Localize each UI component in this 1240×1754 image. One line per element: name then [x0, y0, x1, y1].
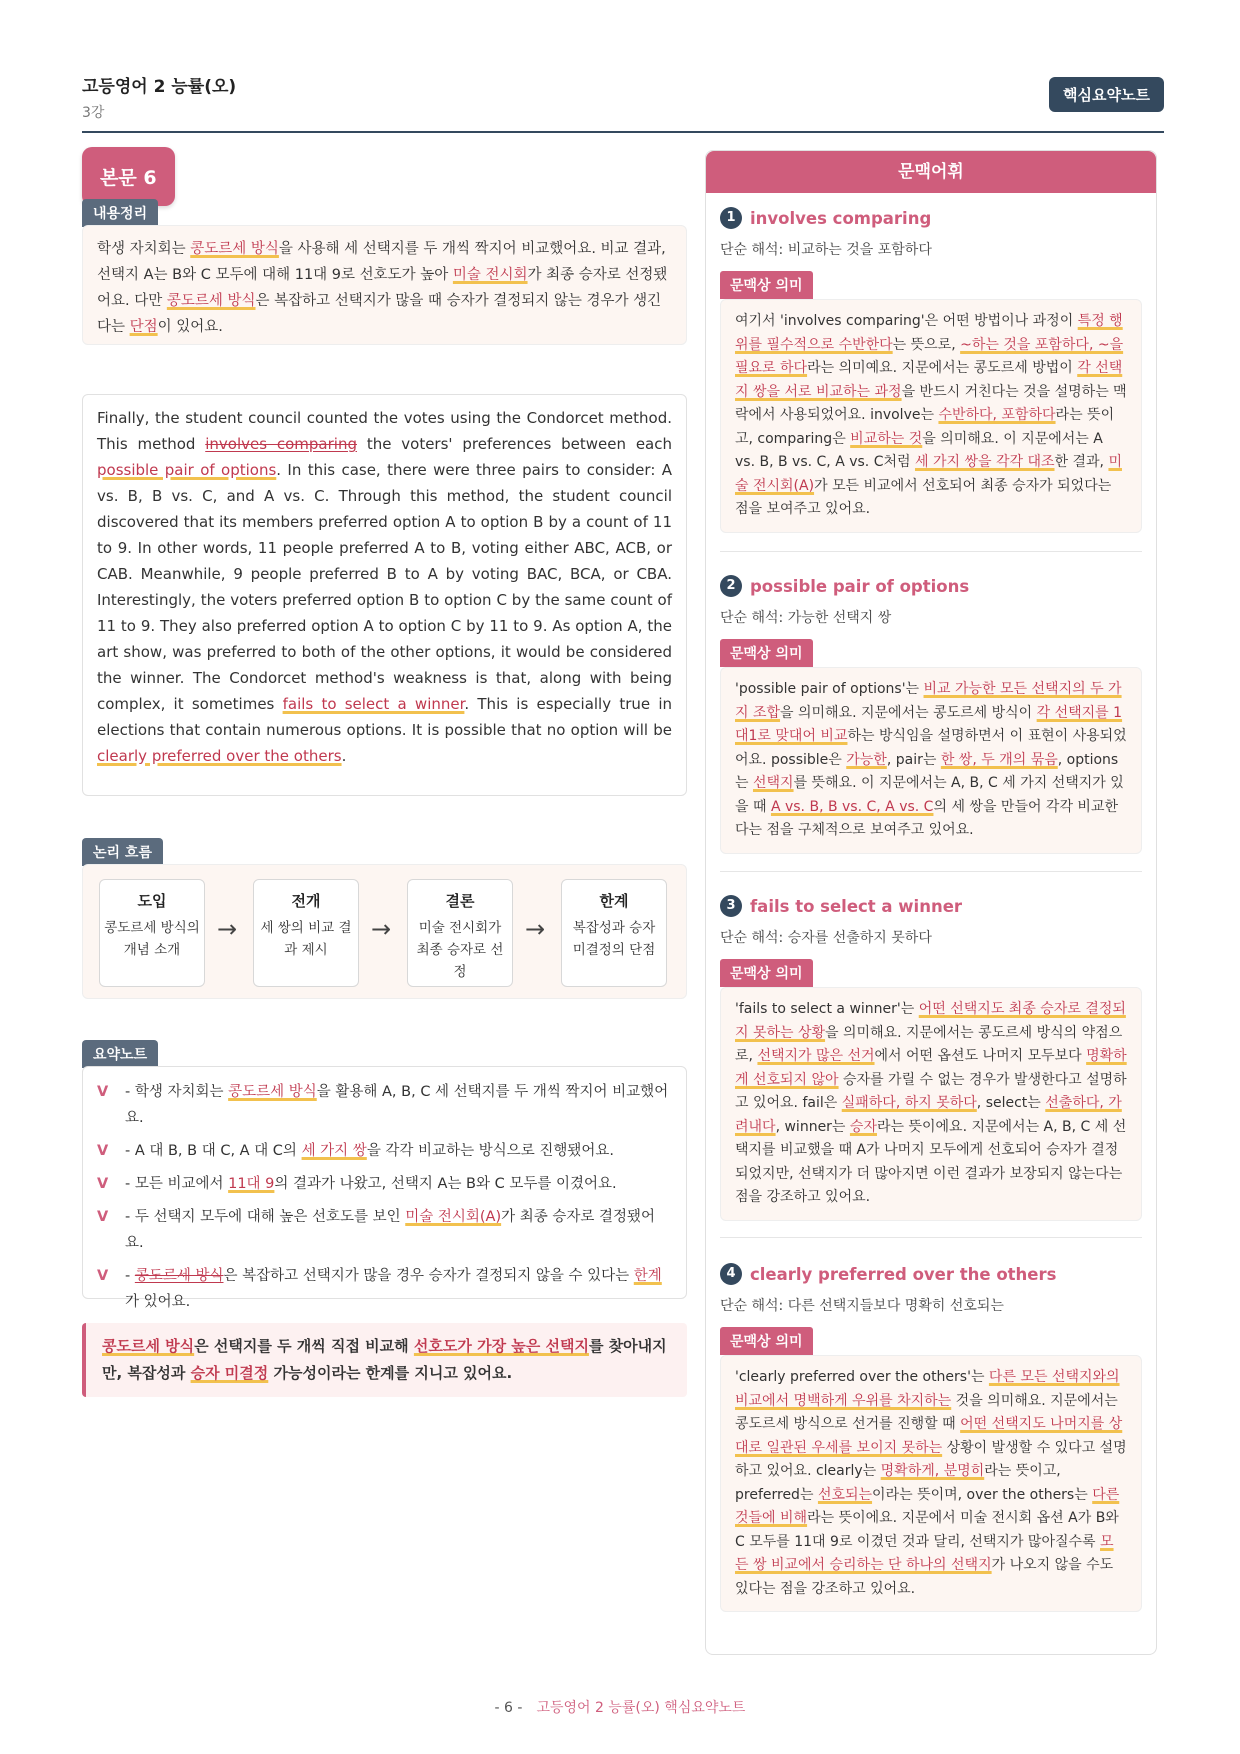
- check-icon: V: [97, 1084, 109, 1100]
- summary-highlight: 미술 전시회: [452, 267, 528, 283]
- context-highlight: 비교 가능한 모든 선택지의 두 가지 조합: [735, 681, 1122, 721]
- context-text: 'possible pair of options'는: [735, 681, 924, 697]
- context-highlight: 선출하다, 가려내다: [735, 1095, 1122, 1135]
- note-highlight: 미술 전시회(A): [405, 1209, 502, 1225]
- simple-translation: 단순 해석: 다른 선택지들보다 명확히 선호되는: [720, 1298, 1004, 1314]
- context-highlight: 선택지: [752, 775, 794, 791]
- conclusion-text: 가능성이라는 한계를 지니고 있어요.: [268, 1364, 513, 1382]
- passage-text: .: [341, 747, 347, 765]
- note-text: - A 대 B, B 대 C, A 대 C의: [125, 1143, 302, 1159]
- logic-flow: [82, 864, 687, 999]
- footer-text: 고등영어 2 능률(오) 핵심요약노트: [536, 1700, 746, 1716]
- context-highlight: 어떤 선택지도 나머지를 상대로 일관된 우세를 보이지 못하는: [735, 1416, 1123, 1456]
- english-passage: [82, 394, 687, 796]
- passage-text: . This is especially true in elections that contain numerous options. It is possible that no option will be: [97, 695, 672, 739]
- context-highlight: 선호되는: [817, 1486, 873, 1503]
- context-text: 을 의미해요. 지문에서는 콩도르세 방식이: [780, 704, 1037, 721]
- document-title: 고등영어 2 능률(오): [82, 77, 237, 97]
- context-text: 가 모든 비교에서 선호되어 최종 승자가 되었다는 점을 보여주고 있어요.: [735, 477, 1112, 517]
- summary-label: 내용정리: [82, 199, 158, 227]
- vocab-divider: [720, 551, 1142, 552]
- passage-vocab-highlight: involves comparing: [205, 435, 357, 453]
- context-highlight: 가능한: [846, 751, 887, 768]
- summary-box: [82, 225, 687, 345]
- vocab-term: clearly preferred over the others: [750, 1264, 1057, 1284]
- summary-text: 학생 자치회는: [97, 241, 191, 257]
- note-text: 의 결과가 나왔고, 선택지 A는 B와 C 모두를 이겼어요.: [274, 1176, 617, 1192]
- context-highlight: 모든 쌍 비교에서 승리하는 단 하나의 선택지: [735, 1533, 1114, 1573]
- context-text: 는 뜻으로,: [892, 336, 961, 353]
- context-text: 여기서 'involves comparing'은 어떤 방법이나 과정이: [735, 313, 1078, 329]
- note-item: [97, 1263, 672, 1315]
- context-highlight: 비교하는 것: [850, 430, 923, 447]
- vocab-panel: [705, 150, 1157, 1655]
- context-meaning-box: [720, 667, 1142, 854]
- context-text: , options는: [735, 751, 1119, 791]
- number-badge: 4: [720, 1263, 742, 1285]
- context-highlight: 승자: [849, 1118, 877, 1135]
- note-text: 을 활용해 A, B, C 세 선택지를 두 개씩 짝지어 비교했어요.: [125, 1084, 669, 1126]
- context-text: 을 의미해요. 지문에서는 콩도르세 방식의 약점으로,: [735, 1024, 1123, 1064]
- vocab-entry: [720, 575, 1142, 854]
- conclusion-callout: [82, 1323, 687, 1397]
- context-highlight: 어떤 선택지도 최종 승자로 결정되지 못하는 상황: [735, 1001, 1126, 1041]
- flow-step-conclusion: [407, 879, 513, 987]
- simple-translation: 단순 해석: 비교하는 것을 포함하다: [720, 242, 932, 258]
- passage-text: Finally, the student council counted the votes using the Condorcet method. This method: [97, 409, 672, 453]
- note-text: - 모든 비교에서: [125, 1176, 229, 1192]
- context-text: 한 결과,: [1054, 454, 1109, 470]
- number-badge: 1: [720, 207, 742, 229]
- context-highlight: 미술 전시회(A): [735, 454, 1122, 494]
- lesson-number: 3강: [82, 105, 105, 121]
- note-highlight: 11대 9: [228, 1176, 275, 1192]
- passage-text: . In this case, there were three pairs to consider: A vs. B, B vs. C, and A vs. C. Through this method, the student council discovered that its members preferred option A to option B by a count of 11 to 9. In other words, 11 people preferred A to B, voting either ABC, ACB, or CAB. Meanwhile, 9 people preferred B to A by voting BAC, BCA, or CBA. Interestingly, the voters preferred option B to option C by the same count of 11 to 9. They also preferred option A to option C by 11 to 9. As option A, the art show, was preferred to both of the other options, it would be considered the winner. The Condorcet method's weakness is that, along with being complex, it sometimes: [97, 461, 672, 713]
- right-arrow-icon: →: [217, 915, 238, 943]
- context-meaning-box: [720, 987, 1142, 1221]
- context-highlight: 한 쌍, 두 개의 묶음: [940, 751, 1058, 768]
- context-text: 라는 뜻이고, preferred는: [735, 1463, 1061, 1503]
- context-text: 라는 뜻이에요. 지문에서 미술 전시회 옵션 A가 B와 C 모두를 11대 9로 이겼던 것과 달리, 선택지가 많아질수록: [735, 1510, 1119, 1550]
- context-highlight: 세 가지 쌍을 각각 대조: [914, 454, 1055, 470]
- vocab-entry: [720, 895, 1142, 1221]
- flow-step-title: 전개: [291, 892, 321, 910]
- context-text: 가 나오지 않을 수도 있다는 점을 강조하고 있어요.: [735, 1557, 1114, 1597]
- passage-vocab-highlight: clearly preferred over the others: [97, 747, 342, 765]
- context-text: 라는 뜻이고, comparing은: [735, 407, 1115, 447]
- flow-step-body: 세 쌍의 비교 결과 제시: [260, 920, 352, 958]
- note-item: [97, 1079, 672, 1131]
- summary-text: 은 복잡하고 선택지가 많을 때 승자가 결정되지 않는 경우가 생긴다는: [97, 293, 662, 335]
- context-meaning-label: 문맥상 의미: [720, 271, 813, 299]
- context-highlight: A vs. B, B vs. C, A vs. C: [770, 798, 934, 815]
- vocab-term: possible pair of options: [750, 576, 970, 596]
- context-highlight: 특정 행위를 필수적으로 수반한다: [735, 313, 1123, 353]
- context-text: , winner는: [775, 1118, 850, 1135]
- summary-notes: [82, 1066, 687, 1310]
- summary-highlight: 콩도르세 방식: [166, 293, 256, 309]
- context-highlight: 각 선택지 쌍을 서로 비교하는 과정: [735, 360, 1123, 400]
- context-text: 상황이 발생할 수 있다고 설명하고 있어요. clearly는: [735, 1439, 1127, 1479]
- passage-vocab-highlight: possible pair of options: [97, 461, 277, 479]
- vocab-term: involves comparing: [750, 208, 932, 228]
- conclusion-text: 은 선택지를 두 개씩 직접 비교해: [194, 1337, 414, 1355]
- flow-step-title: 결론: [445, 892, 475, 910]
- context-text: 라는 의미예요. 지문에서는 콩도르세 방법이: [807, 360, 1078, 376]
- header-divider: [82, 131, 1164, 133]
- note-text: 을 각각 비교하는 방식으로 진행됐어요.: [366, 1143, 614, 1159]
- context-text: 이라는 뜻이며, over the others는: [872, 1486, 1093, 1503]
- note-highlight: 한계: [633, 1268, 662, 1284]
- check-icon: V: [97, 1143, 109, 1159]
- note-highlight: 콩도르세 방식: [228, 1084, 317, 1100]
- vocab-panel-title: 문맥어휘: [706, 151, 1156, 193]
- context-text: , select는: [976, 1095, 1046, 1111]
- context-meaning-label: 문맥상 의미: [720, 639, 813, 667]
- number-badge: 2: [720, 575, 742, 597]
- note-text: 은 복잡하고 선택지가 많을 경우 승자가 결정되지 않을 수 있다는: [223, 1268, 634, 1284]
- flow-step-development: [253, 879, 359, 987]
- context-text: 를 뜻해요. 이 지문에서는 A, B, C 세 가지 선택지가 있을 때: [735, 775, 1124, 815]
- context-text: 것을 의미해요. 지문에서는 콩도르세 방식으로 선거를 진행할 때: [735, 1392, 1118, 1432]
- flow-step-title: 한계: [599, 892, 629, 910]
- context-highlight: 선택지가 많은 선거: [757, 1048, 875, 1064]
- vocab-entry: [720, 1263, 1142, 1612]
- simple-translation: 단순 해석: 승자를 선출하지 못하다: [720, 930, 932, 946]
- check-icon: V: [97, 1268, 109, 1284]
- summary-text: 이 있어요.: [157, 319, 223, 335]
- context-text: 의 세 쌍을 만들어 각각 비교한다는 점을 구체적으로 보여주고 있어요.: [735, 798, 1119, 838]
- conclusion-highlight: 선호도가 가장 높은 선택지: [413, 1337, 589, 1355]
- summary-text: 을 사용해 세 선택지를 두 개씩 짝지어 비교했어요. 비교 결과, 선택지 A는 B와 C 모두에 대해 11대 9로 선호도가 높아: [97, 241, 666, 283]
- note-text: -: [125, 1268, 135, 1284]
- context-highlight: 실패하다, 하지 못하다: [841, 1095, 977, 1111]
- context-meaning-box: [720, 299, 1142, 533]
- summary-highlight: 단점: [129, 319, 158, 335]
- context-highlight: 다른 모든 선택지와의 비교에서 명백하게 우위를 차지하는: [735, 1369, 1120, 1409]
- right-arrow-icon: →: [371, 915, 392, 943]
- note-highlight: 콩도르세 방식: [134, 1268, 224, 1284]
- context-meaning-box: [720, 1355, 1142, 1612]
- context-text: , pair는: [886, 751, 941, 768]
- vocab-divider: [720, 1237, 1142, 1238]
- note-text: - 학생 자치회는: [125, 1084, 229, 1100]
- note-item: [97, 1138, 672, 1164]
- page-number: - 6 -: [494, 1700, 523, 1716]
- context-meaning-label: 문맥상 의미: [720, 1327, 813, 1355]
- context-meaning-label: 문맥상 의미: [720, 959, 813, 987]
- context-highlight: 명확하게 선호되지 않아: [735, 1048, 1127, 1088]
- vocab-entry: [720, 207, 1142, 533]
- note-text: 가 최종 승자로 결정됐어요.: [125, 1209, 656, 1251]
- check-icon: V: [97, 1209, 109, 1225]
- context-text: 라는 뜻이에요. 지문에서는 A, B, C 세 선택지를 비교했을 때 A가 나머지 모두에게 선호되어 승자가 결정되었지만, 선택지가 더 많아지면 이런 결과가 보장되지 않는다는 점을 강조하고 있어요.: [735, 1118, 1127, 1205]
- context-text: 에서 어떤 옵션도 나머지 모두보다: [874, 1048, 1087, 1064]
- main-content: [82, 147, 687, 1382]
- number-badge: 3: [720, 895, 742, 917]
- note-text: - 두 선택지 모두에 대해 높은 선호도를 보인: [125, 1209, 406, 1225]
- summary-highlight: 콩도르세 방식: [190, 241, 279, 257]
- context-highlight: 각 선택지를 1대1로 맞대어 비교: [735, 704, 1123, 744]
- flow-step-intro: [99, 879, 205, 987]
- context-highlight: 명확하게, 분명히: [880, 1463, 985, 1479]
- context-text: 'clearly preferred over the others'는: [735, 1369, 989, 1385]
- document-type-badge: 핵심요약노트: [1049, 77, 1164, 112]
- note-highlight: 세 가지 쌍: [301, 1143, 367, 1159]
- note-item: [97, 1204, 672, 1256]
- notes-label: 요약노트: [82, 1040, 158, 1068]
- flow-step-limitation: [561, 879, 667, 987]
- conclusion-highlight: 승자 미결정: [190, 1364, 269, 1382]
- context-text: 을 의미해요. 이 지문에서는 A vs. B, B vs. C, A vs. C처럼: [735, 430, 1103, 470]
- passage-text: the voters' preferences between each: [357, 435, 672, 453]
- context-text: 'fails to select a winner'는: [735, 1001, 919, 1017]
- passage-vocab-highlight: fails to select a winner: [282, 695, 465, 713]
- check-icon: V: [97, 1176, 109, 1192]
- context-text: 승자를 가릴 수 없는 경우가 발생한다고 설명하고 있어요. fail은: [735, 1071, 1127, 1111]
- context-highlight: ~하는 것을 포함하다, ~을 필요로 하다: [735, 336, 1124, 376]
- note-item: [97, 1171, 672, 1197]
- right-arrow-icon: →: [525, 915, 546, 943]
- context-highlight: 수반하다, 포함하다: [938, 407, 1056, 423]
- flow-step-body: 미술 전시회가 최종 승자로 선정: [416, 920, 504, 980]
- note-text: 가 있어요.: [125, 1294, 191, 1310]
- conclusion-highlight: 콩도르세 방식: [102, 1337, 195, 1355]
- flow-step-title: 도입: [137, 892, 167, 910]
- flow-step-body: 콩도르세 방식의 개념 소개: [104, 920, 200, 958]
- flow-step-body: 복잡성과 승자 미결정의 단점: [572, 920, 656, 958]
- context-text: 하는 방식임을 설명하면서 이 표현이 사용되었어요. possible은: [735, 728, 1127, 768]
- vocab-term: fails to select a winner: [750, 896, 963, 916]
- section-tab: 본문 6: [82, 147, 175, 206]
- context-highlight: 다른 것들에 비해: [735, 1486, 1120, 1526]
- flow-label: 논리 흐름: [82, 838, 163, 866]
- context-text: 을 반드시 거친다는 것을 설명하는 맥락에서 사용되었어요. involve는: [735, 383, 1127, 423]
- vocab-divider: [720, 871, 1142, 872]
- page-footer: [0, 1697, 1240, 1717]
- summary-text: 가 최종 승자로 선정됐어요. 다만: [97, 267, 668, 309]
- simple-translation: 단순 해석: 가능한 선택지 쌍: [720, 610, 892, 626]
- conclusion-text: 를 찾아내지만, 복잡성과: [102, 1337, 667, 1382]
